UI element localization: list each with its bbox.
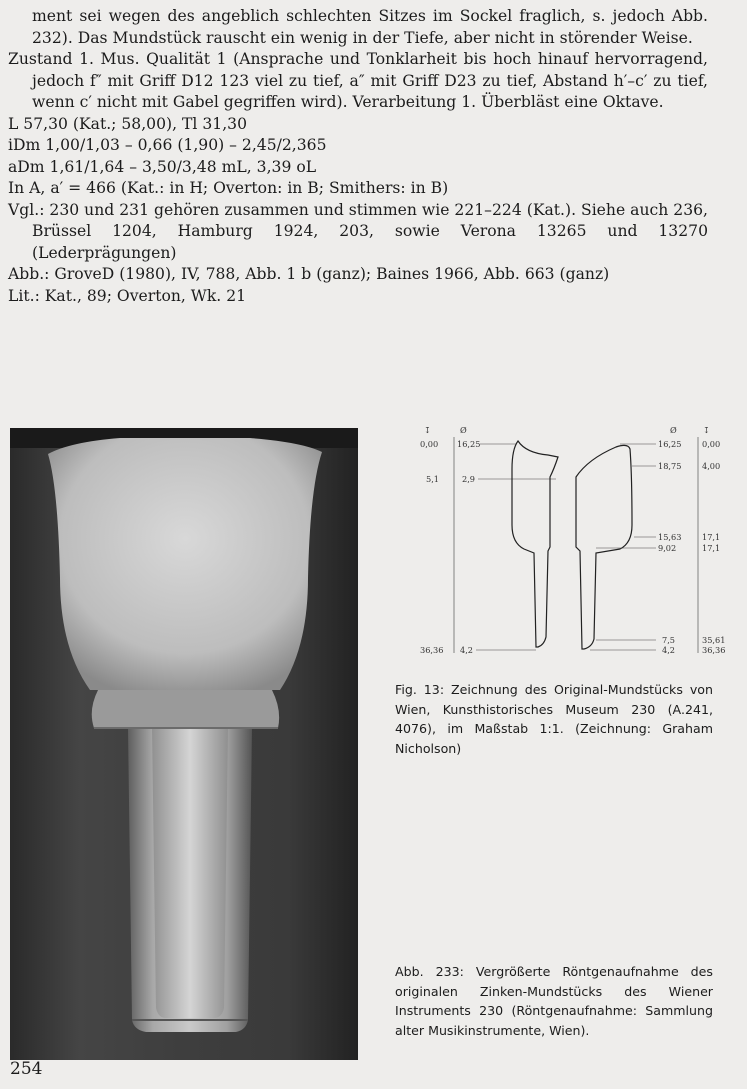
right-diameter-4: 7,5	[662, 635, 676, 645]
right-diameter-1: 18,75	[658, 461, 682, 471]
header-left-diameter-symbol: Ø	[460, 425, 467, 435]
body-text	[8, 6, 708, 307]
right-diameter-5: 4,2	[662, 645, 676, 655]
right-diameter-2: 15,63	[658, 532, 682, 542]
left-diameter-0: 16,25	[457, 439, 481, 449]
xray-image	[10, 428, 358, 1060]
right-depth-5: 36,36	[702, 645, 726, 655]
paragraph-continuation: ment sei wegen des angeblich schlechten Sitzes im Sockel fraglich, s. jedoch Abb. 232). Das Mundstück rauscht ein wenig in der Tiefe, aber nicht in störender Weise.	[32, 7, 708, 47]
left-depth-2: 36,36	[420, 645, 444, 655]
right-diameter-0: 16,25	[658, 439, 682, 449]
right-depth-3: 17,1	[702, 543, 721, 553]
left-diameter-1: 2,9	[462, 474, 476, 484]
left-diameter-2: 4,2	[460, 645, 474, 655]
page-number: 254	[10, 1059, 43, 1079]
left-depth-0: 0,00	[420, 439, 439, 449]
header-left-depth-symbol: ↧	[424, 425, 431, 435]
figure-caption: Fig. 13: Zeichnung des Original-Mundstücks von Wien, Kunsthistorisches Museum 230 (A.241, 4076), im Maßstab 1:1. (Zeichnung: Graham Nicholson)	[395, 682, 713, 756]
header-right-diameter-symbol: Ø	[670, 425, 677, 435]
header-right-depth-symbol: ↧	[703, 425, 710, 435]
mouthpiece-drawing	[420, 425, 726, 665]
line-illustrations: Abb.: GroveD (1980), IV, 788, Abb. 1 b (ganz); Baines 1966, Abb. 663 (ganz)	[8, 265, 610, 283]
line-pitch: In A, a′ = 466 (Kat.: in H; Overton: in B; Smithers: in B)	[8, 179, 449, 197]
line-length: L 57,30 (Kat.; 58,00), Tl 31,30	[8, 114, 248, 133]
right-depth-0: 0,00	[702, 439, 721, 449]
line-outer-diameter: aDm 1,61/1,64 – 3,50/3,48 mL, 3,39 oL	[8, 157, 317, 176]
right-depth-2: 17,1	[702, 532, 721, 542]
paragraph-comparison: Vgl.: 230 und 231 gehören zusammen und stimmen wie 221–224 (Kat.). Siehe auch 236, Brüssel 1204, Hamburg 1924, 203, sowie Verona 13265 und 13270 (Lederprägungen)	[8, 200, 708, 262]
line-inner-diameter: iDm 1,00/1,03 – 0,66 (1,90) – 2,45/2,365	[8, 136, 327, 154]
xray-caption: Abb. 233: Vergrößerte Röntgenaufnahme des originalen Zinken-Mundstücks des Wiener Instruments 230 (Röntgenaufnahme: Sammlung alter Musikinstrumente, Wien).	[395, 964, 713, 1038]
line-literature: Lit.: Kat., 89; Overton, Wk. 21	[8, 286, 247, 305]
paragraph-zustand: Zustand 1. Mus. Qualität 1 (Ansprache und Tonklarheit bis hoch hinauf hervorragend, jedoch f″ mit Griff D12 123 viel zu tief, a″ mit Griff D23 zu tief, Abstand h′–c′ zu tief, wenn c′ nicht mit Gabel gegriffen wird). Verarbeitung 1. Überbläst eine Oktave.	[8, 50, 708, 111]
right-diameter-3: 9,02	[658, 543, 677, 553]
right-depth-1: 4,00	[702, 461, 721, 471]
right-depth-4: 35,61	[702, 635, 726, 645]
left-depth-1: 5,1	[426, 474, 440, 484]
